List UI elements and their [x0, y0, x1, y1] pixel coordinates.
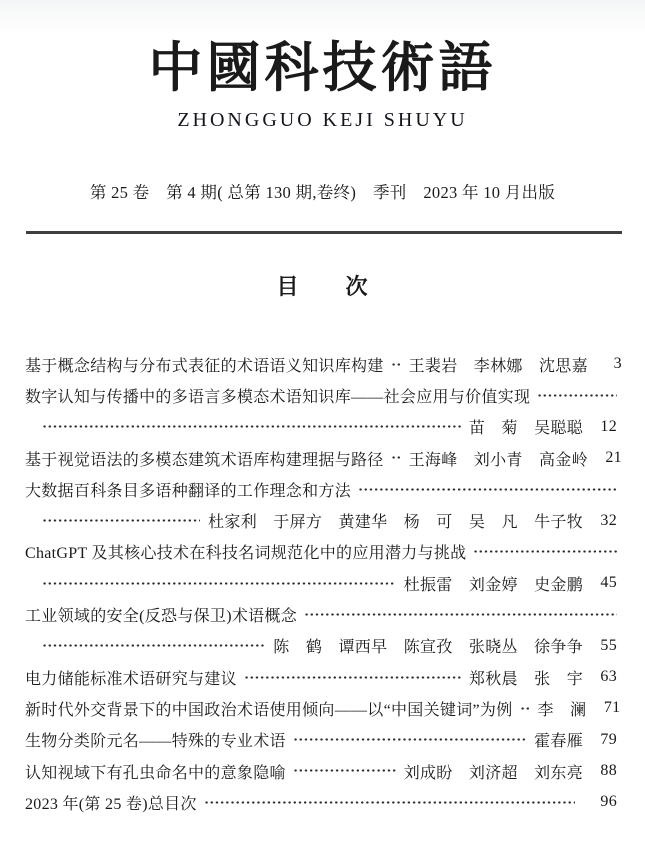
dot-leader [244, 661, 461, 692]
journal-title-pinyin: ZHONGGUO KEJI SHUYU [177, 109, 468, 131]
article-authors: 苗 菊 吴聪聪 [468, 420, 583, 438]
article-authors: 郑秋晨 张 宇 [468, 670, 583, 688]
toc-entry-row [25, 411, 617, 442]
toc-entry-row [25, 599, 617, 630]
page-number: 71 [603, 699, 621, 717]
article-authors: 杜家利 于屏方 黄建华 杨 可 吴 凡 牛子牧 [208, 514, 583, 532]
page-number: 12 [600, 417, 617, 435]
toc-entry-row [25, 474, 617, 505]
journal-title: 中國科技術語 [148, 38, 497, 98]
article-authors: 王裴岩 李林娜 沈思嘉 [408, 357, 588, 375]
masthead [0, 0, 645, 132]
article-title: 工业领域的安全(反恐与保卫)术语概念 [25, 608, 298, 626]
contents-heading: 目 次 [276, 273, 369, 299]
toc-entry-row [25, 693, 621, 724]
dot-leader [520, 693, 530, 724]
page-number: 88 [600, 762, 617, 779]
dot-leader [391, 442, 401, 473]
page-number: 45 [600, 574, 617, 592]
dot-leader [304, 599, 617, 630]
dot-leader [293, 755, 396, 786]
toc-entry-row [25, 661, 617, 692]
dot-leader [537, 380, 617, 411]
article-authors: 霍春雁 [534, 733, 583, 751]
article-authors: 王海峰 刘小青 高金岭 [408, 451, 588, 469]
page-number: 55 [600, 636, 617, 654]
article-title: ChatGPT 及其核心技术在科技名词规范化中的应用潜力与挑战 [25, 545, 467, 563]
article-title: 大数据百科条目多语种翻译的工作理念和方法 [25, 482, 352, 500]
article-authors: 杜振雷 刘金婷 史金鹏 [403, 576, 583, 594]
dot-leader [204, 787, 575, 818]
dot-leader [42, 411, 461, 442]
article-title: 生物分类阶元名——特殊的专业术语 [25, 733, 286, 751]
page-number: 21 [605, 449, 622, 467]
page-number: 63 [600, 668, 617, 686]
dot-leader [42, 505, 200, 536]
article-authors: 刘成盼 刘济超 刘东亮 [403, 764, 583, 782]
dot-leader [42, 630, 265, 661]
article-title: 数字认知与传播中的多语言多模态术语知识库——社会应用与价值实现 [25, 388, 531, 406]
toc-entry-row [25, 568, 617, 599]
article-title: 基于视觉语法的多模态建筑术语库构建理据与路径 [25, 451, 384, 469]
dot-leader [42, 568, 396, 599]
toc-entry-row [25, 380, 617, 411]
toc-entry-row [25, 630, 617, 661]
article-authors: 陈 鹤 谭西早 陈宣孜 张晓丛 徐争争 [273, 639, 583, 657]
page-number: 79 [600, 730, 617, 748]
toc-entry-row [25, 505, 617, 536]
toc-entry-row [25, 724, 617, 755]
article-title: 电力储能标准术语研究与建议 [25, 670, 237, 688]
toc-entry-row [25, 442, 622, 473]
toc-entry-row [25, 536, 617, 567]
article-title: 认知视域下有孔虫命名中的意象隐喻 [25, 764, 286, 782]
toc-entry-row [25, 349, 622, 380]
dot-leader [391, 349, 401, 380]
article-title: 新时代外交背景下的中国政治术语使用倾向——以“中国关键词”为例 [25, 701, 513, 719]
article-title: 基于概念结构与分布式表征的术语语义知识库构建 [25, 357, 384, 375]
divider-rule [26, 231, 622, 234]
page-number: 3 [613, 355, 622, 373]
dot-leader [473, 536, 617, 567]
article-title: 2023 年(第 25 卷)总目次 [25, 795, 197, 813]
dot-leader [358, 474, 617, 505]
article-authors: 李 澜 [537, 701, 587, 719]
issue-info-line: 第 25 卷 第 4 期( 总第 130 期,卷终) 季刊 2023 年 10 月出版 [89, 183, 556, 202]
page-number: 32 [600, 511, 617, 529]
toc-entry-row [25, 755, 617, 786]
dot-leader [293, 724, 526, 755]
page-number: 96 [600, 793, 617, 811]
toc-entry-row [25, 787, 617, 818]
toc-list [25, 349, 622, 818]
